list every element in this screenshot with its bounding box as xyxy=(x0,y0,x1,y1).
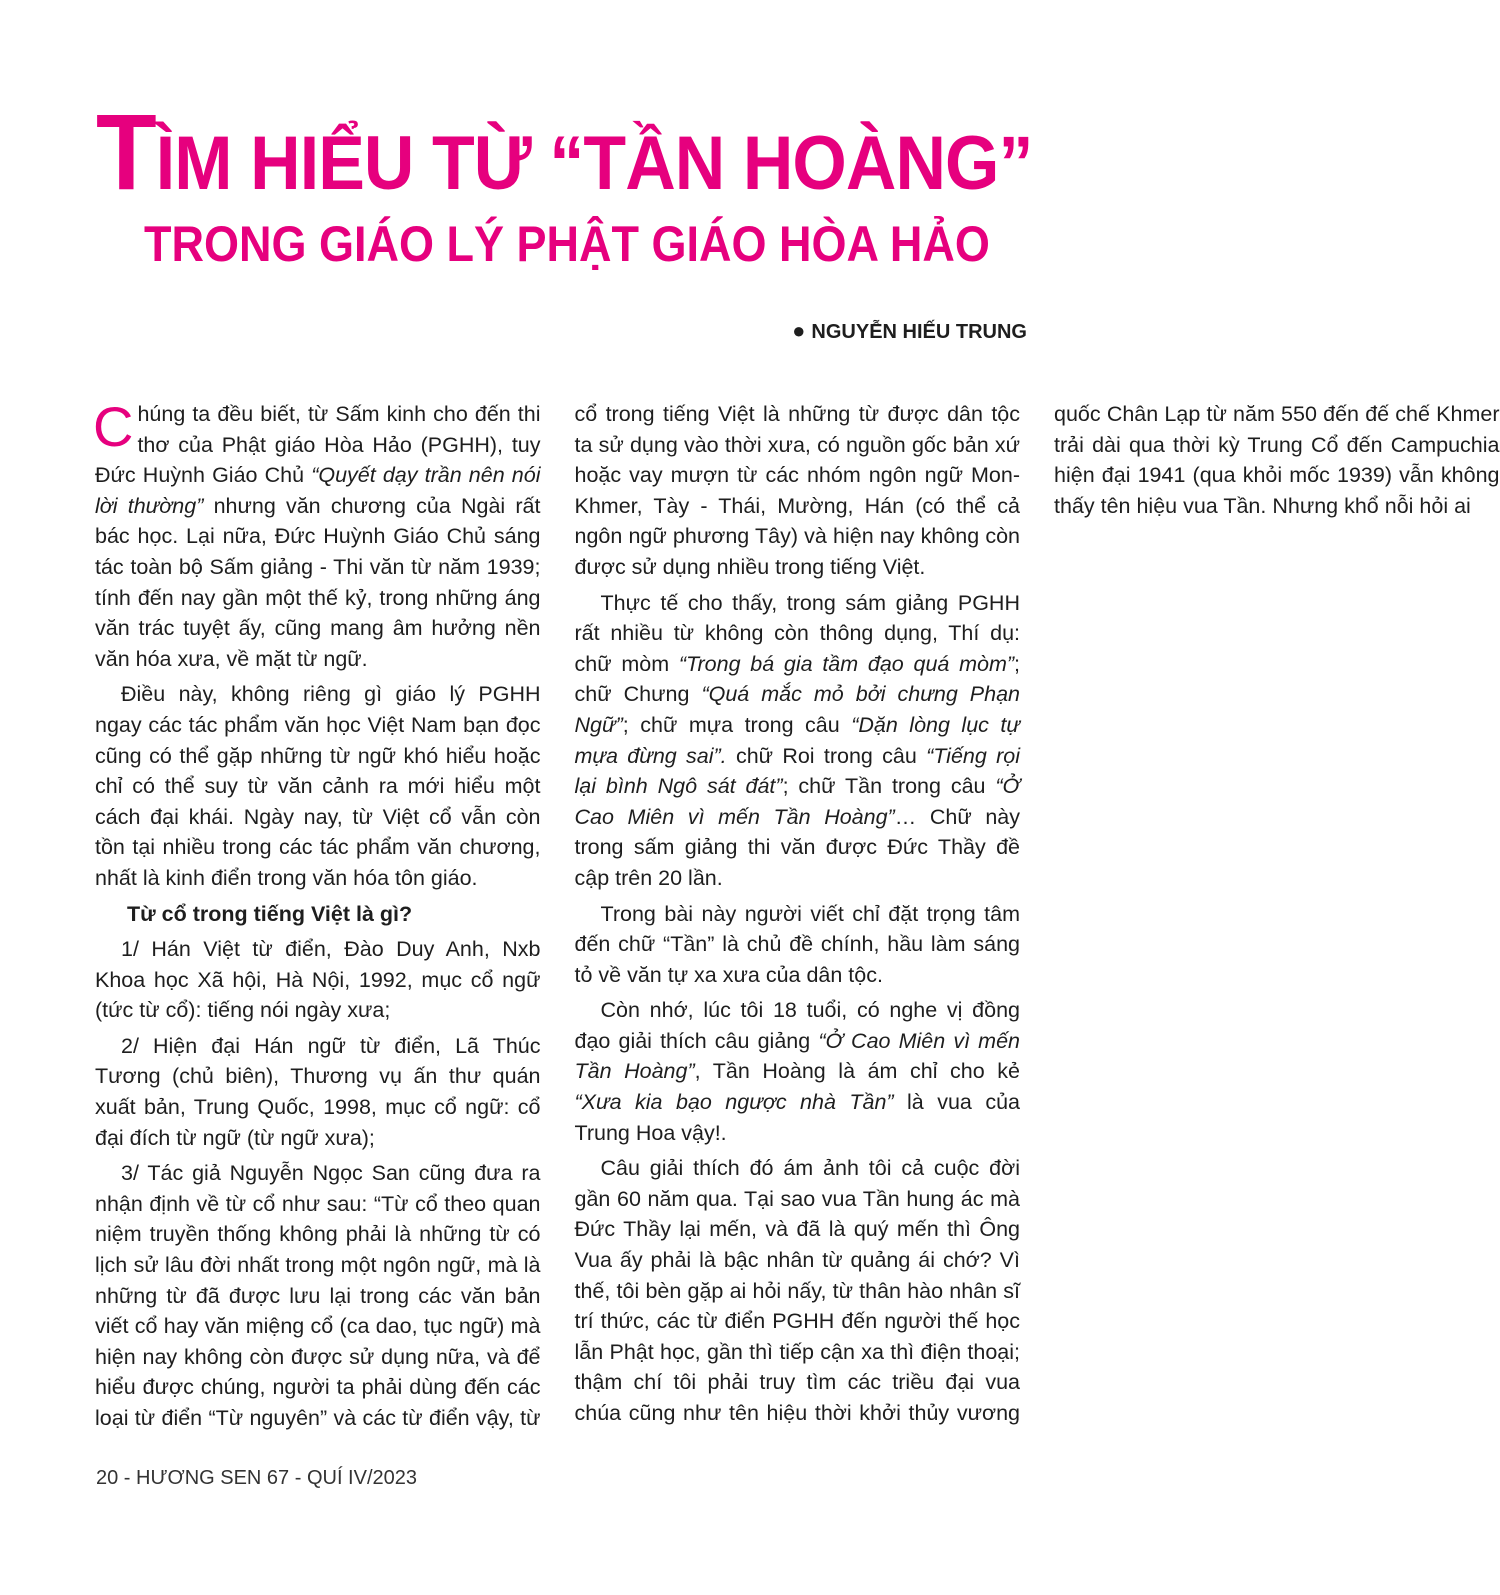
title-initial: T xyxy=(96,91,156,212)
article-body xyxy=(93,395,1500,1459)
title-line-2: TRONG GIÁO LÝ PHẬT GIÁO HÒA HẢO xyxy=(144,216,990,272)
paragraph-7: Trong bài này người viết chỉ đặt trọng tâm đến chữ “Tần” là chủ đề chính, hầu làm sáng tỏ về văn tự xa xưa của dân tộc. xyxy=(574,901,1020,987)
author-byline xyxy=(792,318,1027,344)
paragraph-2: Điều này, không riêng gì giáo lý PGHH ngay các tác phẩm văn học Việt Nam bạn đọc cũng có thể gặp những từ ngữ khó hiểu hoặc chỉ có thể suy từ văn cảnh ra mới hiểu một cách đại khái. Ngày nay, từ Việt cổ vẫn còn tồn tại nhiều trong các tác phẩm văn chương, nhất là kinh điển trong văn hóa tôn giáo. xyxy=(95,682,541,890)
drop-cap: C xyxy=(93,395,134,458)
paragraph-4: 2/ Hiện đại Hán ngữ từ điển, Lã Thúc Tương (chủ biên), Thương vụ ấn thư quán xuất bản, Trung Quốc, 1998, mục cổ ngữ: cổ đại đích từ ngữ (từ ngữ xưa); xyxy=(95,1033,541,1150)
paragraph-6: Thực tế cho thấy, trong sám giảng PGHH rất nhiều từ không còn thông dụng, Thí dụ: chữ mòm “Trong bá gia tầm đạo quá mòm”; chữ Chưng “Quá mắc mỏ bởi chưng Phạn Ngữ”; chữ mựa trong câu “Dặn lòng lục tự mựa đừng sai”. chữ Roi trong câu “Tiếng rọi lại bình Ngô sát đát”; chữ Tần trong câu “Ở Cao Miên vì mến Tần Hoàng”… Chữ này trong sấm giảng thi văn được Đức Thầy đề cập trên 20 lần. xyxy=(574,590,1021,890)
bullet-icon: ● xyxy=(792,318,806,343)
title-line-1 xyxy=(96,91,1033,212)
paragraph-3: 1/ Hán Việt từ điển, Đào Duy Anh, Nxb Khoa học Xã hội, Hà Nội, 1992, mục cổ ngữ (tức từ cổ): tiếng nói ngày xưa; xyxy=(95,937,541,1023)
title-line-1-rest: ÌM HIỂU TỪ “TẦN HOÀNG” xyxy=(155,121,1033,206)
page-footer: 20 - HƯƠNG SEN 67 - QUÍ IV/2023 xyxy=(96,1467,418,1489)
article-title xyxy=(96,91,1056,274)
author-name: NGUYỄN HIẾU TRUNG xyxy=(811,321,1027,343)
paragraph-9: Câu giải thích đó ám ảnh tôi cả cuộc đời gần 60 năm qua. Tại sao vua Tần hung ác mà Đức Thầy lại mến, và đã là quý mến thì Ông Vua ấy phải là bậc nhân từ quảng ái chớ? Vì thế, tôi bèn gặp ai hỏi nấy, từ thân hào nhân sĩ trí thức, các từ điển PGHH đến người thế học lẫn Phật học, gần thì tiếp cận xa thì điện thoại; thậm chí tôi phải truy tìm các triều đại vua chúa cũng như tên hiệu thời khởi thủy vương quốc Chân Lạp từ năm 550 đến đế chế Khmer trải dài qua thời kỳ Trung Cổ đến Campuchia hiện đại 1941 (qua khỏi mốc 1939) vẫn không thấy tên hiệu vua Tần. Nhưng khổ nỗi hỏi ai xyxy=(574,402,1500,1425)
paragraph-5: 3/ Tác giả Nguyễn Ngọc San cũng đưa ra nhận định về từ cổ như sau: “Từ cổ theo quan niệm truyền thống không phải là những từ có lịch sử lâu đời nhất trong một ngôn ngữ, mà là những từ đã được lưu lại trong các văn bản viết cổ hay văn miệng cổ (ca dao, tục ngữ) mà hiện nay không còn được sử dụng nữa, và để hiểu được chúng, người ta phải dùng đến các loại từ điển “Từ nguyên” và các từ điển vậy, từ cổ trong tiếng Việt là những từ được dân tộc ta sử dụng vào thời xưa, có nguồn gốc bản xứ hoặc vay mượn từ các nhóm ngôn ngữ Mon-Khmer, Tày - Thái, Mường, Hán (có thể cả ngôn ngữ phương Tây) và hiện nay không còn được sử dụng nhiều trong tiếng Việt. xyxy=(95,402,1020,1430)
paragraph-1: Chúng ta đều biết, từ Sấm kinh cho đến thi thơ của Phật giáo Hòa Hảo (PGHH), tuy Đức Huỳnh Giáo Chủ “Quyết dạy trần nên nói lời thường” nhưng văn chương của Ngài rất bác học. Lại nữa, Đức Huỳnh Giáo Chủ sáng tác toàn bộ Sấm giảng - Thi văn từ năm 1939; tính đến nay gần một thế kỷ, trong những áng văn trác tuyệt ấy, cũng mang âm hưởng nền văn hóa xưa, về mặt từ ngữ. xyxy=(93,395,541,671)
section-heading: Từ cổ trong tiếng Việt là gì? xyxy=(127,901,413,926)
paragraph-8: Còn nhớ, lúc tôi 18 tuổi, có nghe vị đồng đạo giải thích câu giảng “Ở Cao Miên vì mến Tần Hoàng”, Tần Hoàng là ám chỉ cho kẻ “Xưa kia bạo ngược nhà Tần” là vua của Trung Hoa vậy!. xyxy=(574,998,1021,1145)
